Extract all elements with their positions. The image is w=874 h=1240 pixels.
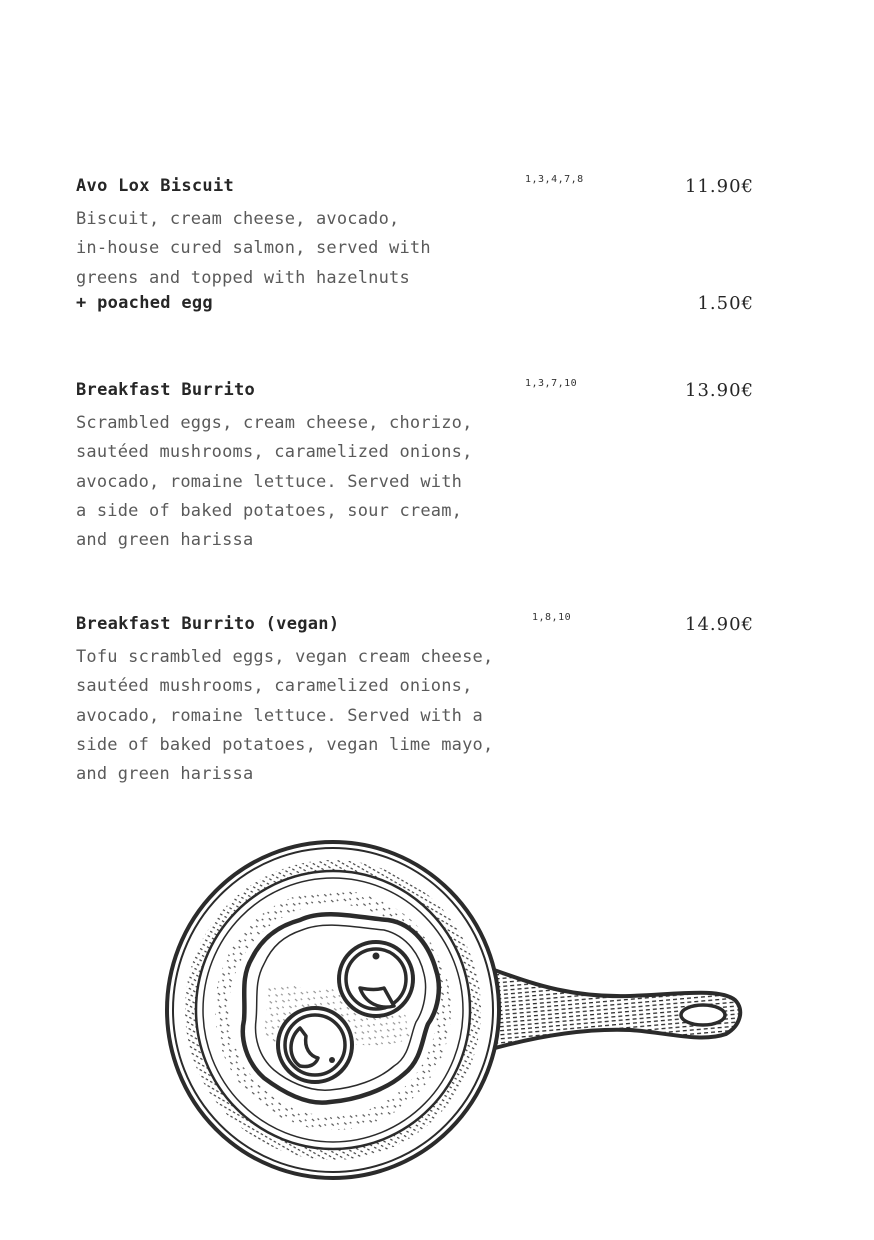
description-line: a side of baked potatoes, sour cream, [76,500,463,521]
menu-item-breakfast-burrito [76,380,776,560]
egg-yolk [339,942,413,1016]
item-name: Breakfast Burrito [76,380,256,400]
description-line: greens and topped with hazelnuts [76,267,410,288]
item-description [76,409,596,555]
item-allergens: 1,8,10 [532,612,572,623]
pan-handle [482,966,740,1050]
description-line: avocado, romaine lettuce. Served with a [76,705,483,726]
addon-price: 1.50€ [697,293,754,314]
description-line: Biscuit, cream cheese, avocado, [76,209,400,229]
description-line: side of baked potatoes, vegan lime mayo, [76,734,494,755]
item-description [76,643,596,789]
item-name: Breakfast Burrito (vegan) [76,614,340,634]
description-line: in-house cured salmon, served with [76,238,431,259]
item-price: 13.90€ [685,380,754,401]
description-line: sautéed mushrooms, caramelized onions, [76,442,473,463]
description-line: sautéed mushrooms, caramelized onions, [76,676,473,697]
description-line: Tofu scrambled eggs, vegan cream cheese, [76,647,494,667]
menu-item-breakfast-burrito-vegan [76,614,776,794]
item-allergens: 1,3,4,7,8 [525,174,584,185]
menu-item-avo-lox-biscuit [76,176,776,316]
item-allergens: 1,3,7,10 [525,378,578,389]
item-price: 14.90€ [685,614,754,635]
fried-eggs-in-pan-icon [160,838,750,1183]
description-line: avocado, romaine lettuce. Served with [76,471,463,492]
egg-yolk [278,1008,352,1082]
description-line: and green harissa [76,764,254,785]
item-description [76,205,596,293]
item-name: Avo Lox Biscuit [76,176,235,196]
item-price: 11.90€ [685,176,754,197]
description-line: Scrambled eggs, cream cheese, chorizo, [76,413,473,433]
description-line: and green harissa [76,530,254,551]
addon-name: + poached egg [76,293,213,313]
